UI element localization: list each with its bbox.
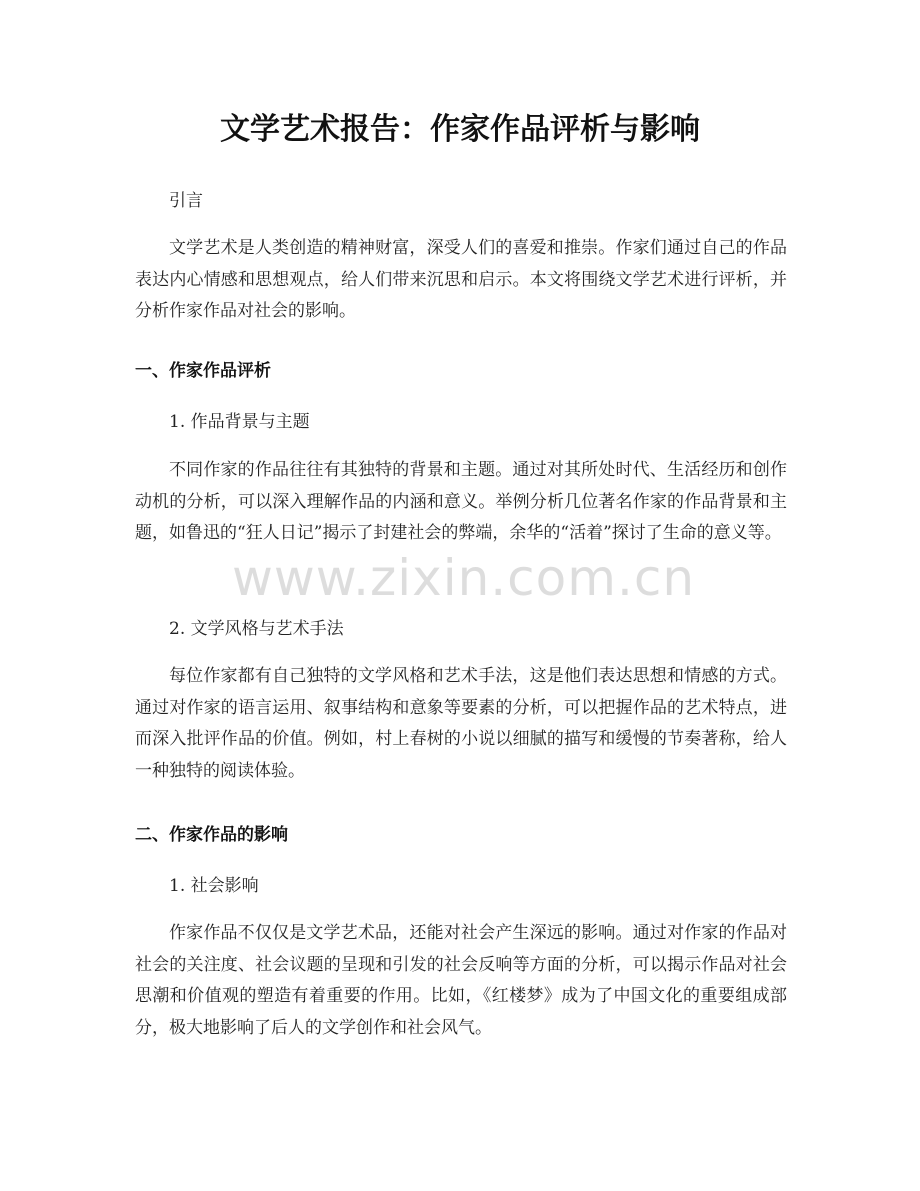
section-2-paragraph-1: 作家作品不仅仅是文学艺术品，还能对社会产生深远的影响。通过对作家的作品对社会的关注度、社会议题的呈现和引发的社会反响等方面的分析，可以揭示作品对社会思潮和价值观的塑造有着重要的作用。比如，《红楼梦》成为了中国文化的重要组成部分，极大地影响了后人的文学创作和社会风气。 (135, 923, 787, 1038)
section-1-heading: 一、作家作品评析 (135, 361, 271, 381)
watermark: www.zixin.com.cn (232, 549, 696, 607)
section-2-subtitle-1: 1. 社会影响 (169, 876, 259, 896)
section-1-paragraph-2: 每位作家都有自己独特的文学风格和艺术手法，这是他们表达思想和情感的方式。通过对作家的语言运用、叙事结构和意象等要素的分析，可以把握作品的艺术特点，进而深入批评作品的价值。例如，村上春树的小说以细腻的描写和缓慢的节奏著称，给人一种独特的阅读体验。 (135, 666, 787, 781)
section-1-subtitle-2: 2. 文学风格与艺术手法 (169, 619, 344, 639)
section-1-paragraph-1: 不同作家的作品往往有其独特的背景和主题。通过对其所处时代、生活经历和创作动机的分析，可以深入理解作品的内涵和意义。举例分析几位著名作家的作品背景和主题，如鲁迅的“狂人日记”揭示了封建社会的弊端，余华的“活着”探讨了生命的意义等。 (135, 460, 787, 543)
section-1-subtitle-1: 1. 作品背景与主题 (169, 412, 310, 432)
intro-paragraph: 文学艺术是人类创造的精神财富，深受人们的喜爱和推崇。作家们通过自己的作品表达内心情感和思想观点，给人们带来沉思和启示。本文将围绕文学艺术进行评析，并分析作家作品对社会的影响。 (135, 238, 787, 321)
document-title: 文学艺术报告：作家作品评析与影响 (220, 112, 700, 147)
intro-label: 引言 (169, 191, 203, 211)
section-2-heading: 二、作家作品的影响 (135, 825, 288, 845)
